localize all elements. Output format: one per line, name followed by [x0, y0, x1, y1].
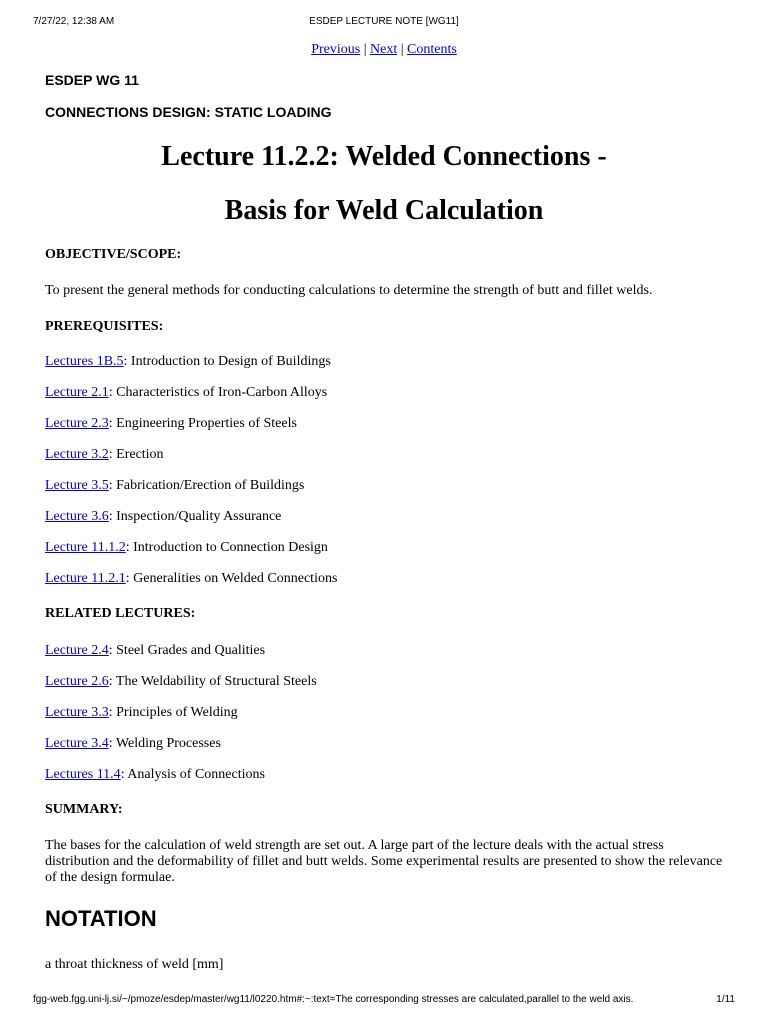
lecture-description: : Erection — [108, 447, 164, 462]
nav-separator: | — [400, 42, 404, 57]
next-link[interactable]: Next — [370, 42, 398, 57]
page-title-subtitle: Basis for Weld Calculation — [224, 195, 544, 226]
list-item — [45, 478, 304, 494]
list-item — [45, 540, 328, 556]
lecture-description: : Inspection/Quality Assurance — [108, 509, 282, 524]
lecture-description: : Principles of Welding — [108, 705, 238, 720]
notation-entry: a throat thickness of weld [mm] — [45, 957, 224, 972]
lecture-nav — [0, 42, 768, 58]
contents-link[interactable]: Contents — [407, 42, 457, 57]
list-item — [45, 447, 164, 463]
list-item — [45, 674, 317, 690]
page-title: Lecture 11.2.2: Welded Connections - — [161, 141, 607, 172]
lecture-description: : Generalities on Welded Connections — [125, 571, 338, 586]
list-item — [45, 705, 238, 721]
lecture-description: : Welding Processes — [108, 736, 221, 751]
lecture-link[interactable]: Lecture 2.1 — [45, 385, 109, 400]
print-header — [0, 16, 768, 30]
lecture-link[interactable]: Lecture 3.2 — [45, 447, 109, 462]
lecture-link[interactable]: Lectures 1B.5 — [45, 354, 124, 369]
lecture-description: : Introduction to Connection Design — [125, 540, 328, 555]
lecture-link[interactable]: Lecture 3.6 — [45, 509, 109, 524]
summary-text: The bases for the calculation of weld strength are set out. A large part of the lecture deals with the actual stress distribution and the deformability of fillet and butt welds. Some experimental results are presented to show the relevance of the design formulae. — [45, 838, 723, 885]
lecture-link[interactable]: Lecture 3.3 — [45, 705, 109, 720]
print-date: 7/27/22, 12:38 AM — [33, 16, 115, 27]
notation-heading: NOTATION — [45, 906, 157, 931]
lecture-link[interactable]: Lecture 11.1.2 — [45, 540, 126, 555]
lecture-link[interactable]: Lecture 2.6 — [45, 674, 109, 689]
summary-heading: SUMMARY: — [45, 802, 123, 817]
list-item — [45, 736, 221, 752]
nav-separator: | — [363, 42, 367, 57]
objective-text: To present the general methods for conducting calculations to determine the strength of butt and fillet welds. — [45, 283, 653, 298]
objective-heading: OBJECTIVE/SCOPE: — [45, 247, 182, 262]
lecture-link[interactable]: Lectures 11.4 — [45, 767, 121, 782]
page-url: fgg-web.fgg.uni-lj.si/~/pmoze/esdep/master/wg11/l0220.htm#:~:text=The corresponding stresses are calculated,parallel to the weld axis. — [33, 994, 634, 1005]
previous-link[interactable]: Previous — [311, 42, 361, 57]
lecture-description: : Characteristics of Iron-Carbon Alloys — [108, 385, 328, 400]
prerequisites-heading: PREREQUISITES: — [45, 319, 164, 334]
lecture-link[interactable]: Lecture 2.3 — [45, 416, 109, 431]
lecture-link[interactable]: Lecture 11.2.1 — [45, 571, 126, 586]
page-number: 1/11 — [716, 994, 735, 1005]
lecture-link[interactable]: Lecture 2.4 — [45, 643, 109, 658]
subject-label: CONNECTIONS DESIGN: STATIC LOADING — [45, 104, 332, 120]
lecture-description: : Engineering Properties of Steels — [108, 416, 297, 431]
list-item — [45, 643, 265, 659]
list-item — [45, 509, 281, 525]
list-item — [45, 767, 265, 783]
lecture-description: : Fabrication/Erection of Buildings — [108, 478, 305, 493]
related-lectures-heading: RELATED LECTURES: — [45, 606, 196, 621]
print-page-title: ESDEP LECTURE NOTE [WG11] — [309, 16, 459, 27]
lecture-description: : The Weldability of Structural Steels — [108, 674, 317, 689]
list-item — [45, 385, 327, 401]
list-item — [45, 354, 331, 370]
lecture-description: : Introduction to Design of Buildings — [123, 354, 331, 369]
print-footer — [0, 994, 768, 1008]
lecture-description: : Analysis of Connections — [120, 767, 265, 782]
lecture-link[interactable]: Lecture 3.5 — [45, 478, 109, 493]
list-item — [45, 571, 337, 587]
working-group-label: ESDEP WG 11 — [45, 72, 139, 88]
lecture-description: : Steel Grades and Qualities — [108, 643, 266, 658]
list-item — [45, 416, 297, 432]
lecture-link[interactable]: Lecture 3.4 — [45, 736, 109, 751]
